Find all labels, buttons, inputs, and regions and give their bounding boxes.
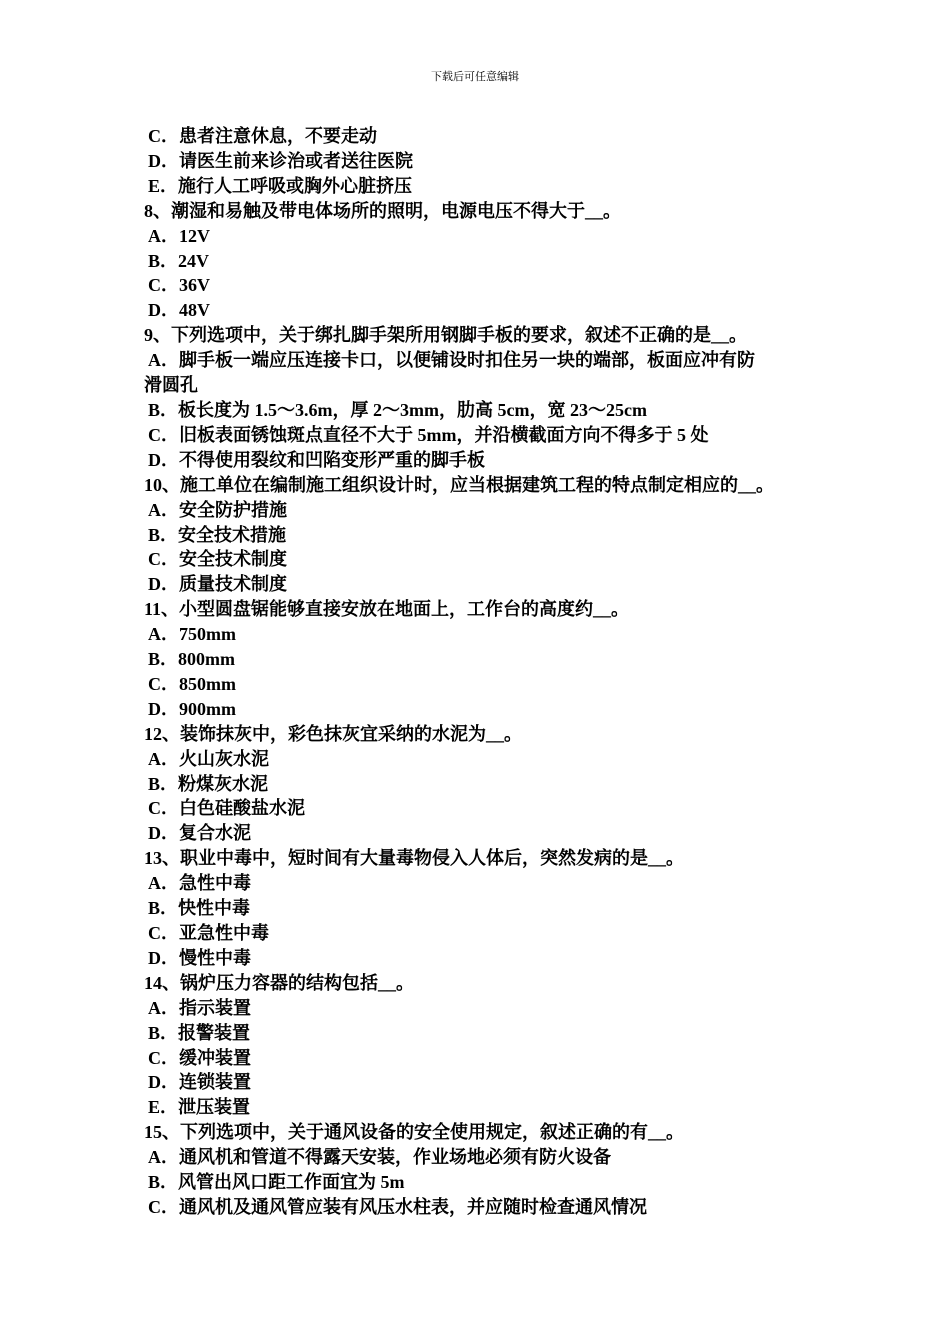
answer-option: A．脚手板一端应压连接卡口，以便铺设时扣住另一块的端部，板面应冲有防 [148, 350, 755, 371]
answer-option: B．快性中毒 [148, 898, 251, 919]
answer-option: D．请医生前来诊治或者送往医院 [148, 150, 413, 171]
document-body [144, 124, 816, 1220]
answer-option: A．12V [148, 225, 210, 246]
answer-option: D．连锁装置 [148, 1072, 251, 1093]
answer-option: E．施行人工呼吸或胸外心脏挤压 [148, 175, 413, 196]
answer-option: A．火山灰水泥 [148, 748, 269, 769]
answer-option: C．旧板表面锈蚀斑点直径不大于 5mm，并沿横截面方向不得多于 5 处 [148, 424, 709, 445]
answer-option: C．患者注意休息，不要走动 [148, 126, 377, 146]
answer-option: C．36V [148, 275, 210, 296]
question-text: 11、小型圆盘锯能够直接安放在地面上，工作台的高度约__。 [144, 599, 630, 620]
answer-option: A．安全防护措施 [148, 499, 287, 520]
question-text: 8、潮湿和易触及带电体场所的照明，电源电压不得大于__。 [144, 200, 621, 221]
answer-option: E．泄压装置 [148, 1097, 251, 1118]
question-text: 9、下列选项中，关于绑扎脚手架所用钢脚手板的要求，叙述不正确的是__。 [144, 325, 747, 346]
page-header: 下载后可任意编辑 [431, 70, 519, 83]
answer-option: B．800mm [148, 649, 235, 670]
answer-option: C．白色硅酸盐水泥 [148, 798, 305, 819]
answer-option: C．通风机及通风管应装有风压水柱表，并应随时检查通风情况 [148, 1196, 647, 1217]
answer-option: D．不得使用裂纹和凹陷变形严重的脚手板 [148, 449, 485, 470]
answer-option: A．急性中毒 [148, 873, 251, 894]
question-text: 14、锅炉压力容器的结构包括__。 [144, 972, 414, 993]
answer-option: C．安全技术制度 [148, 549, 287, 570]
answer-option: A．通风机和管道不得露天安装，作业场地必须有防火设备 [148, 1147, 611, 1168]
answer-option: A．指示装置 [148, 997, 251, 1018]
question-text: 13、职业中毒中，短时间有大量毒物侵入人体后，突然发病的是__。 [144, 848, 684, 869]
answer-option: B．板长度为 1.5～3.6m，厚 2～3mm，肋高 5cm，宽 23～25cm [148, 399, 647, 420]
answer-option: D．慢性中毒 [148, 947, 251, 968]
answer-option: C．850mm [148, 673, 236, 694]
question-text: 12、装饰抹灰中，彩色抹灰宜采纳的水泥为__。 [144, 723, 522, 744]
answer-option: C．亚急性中毒 [148, 923, 269, 943]
question-text: 10、施工单位在编制施工组织设计时，应当根据建筑工程的特点制定相应的__。 [144, 474, 774, 495]
answer-option: A．750mm [148, 624, 236, 645]
question-text: 15、下列选项中，关于通风设备的安全使用规定，叙述正确的有__。 [144, 1122, 684, 1143]
answer-option: D．质量技术制度 [148, 574, 287, 595]
answer-option: D．复合水泥 [148, 823, 251, 844]
answer-option: B．24V [148, 250, 210, 271]
answer-option: B．安全技术措施 [148, 524, 287, 545]
answer-option: C．缓冲装置 [148, 1047, 251, 1068]
question-text: 滑圆孔 [144, 375, 198, 396]
answer-option: B．风管出风口距工作面宜为 5m [148, 1172, 405, 1193]
answer-option: B．粉煤灰水泥 [148, 773, 269, 794]
answer-option: D．900mm [148, 698, 236, 719]
answer-option: D．48V [148, 300, 210, 321]
answer-option: B．报警装置 [148, 1022, 251, 1043]
